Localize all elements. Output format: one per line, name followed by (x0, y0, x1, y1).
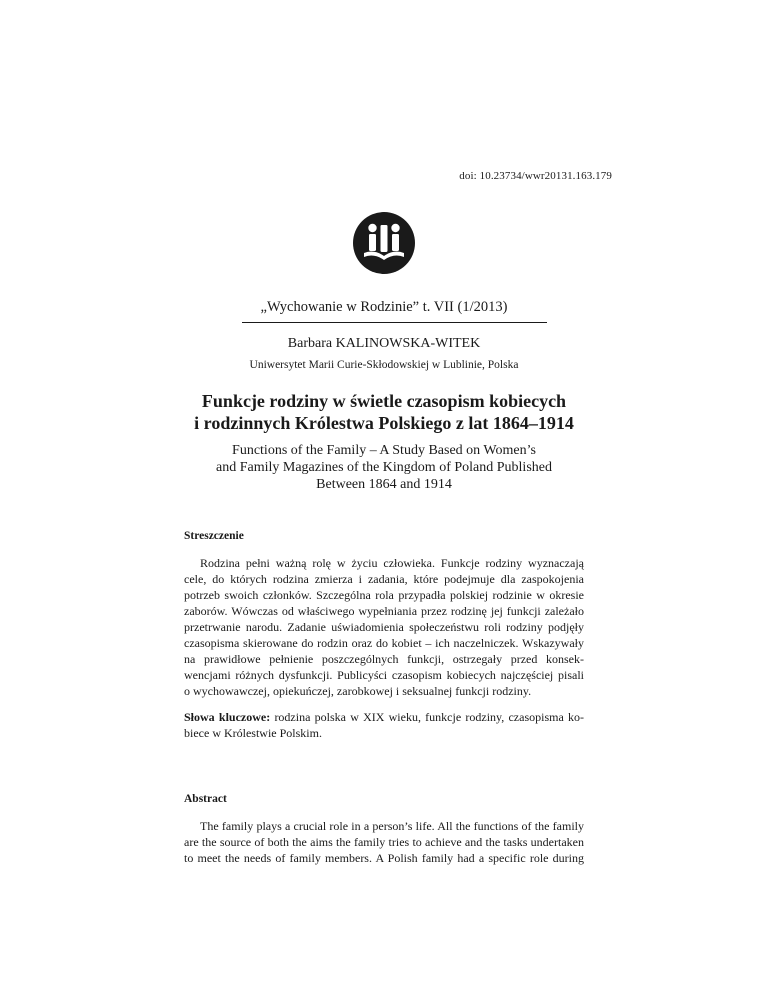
text-line: wencjami różnych dysfunkcji. Publicyści czasopism kobiecych najczęściej pisali (184, 668, 584, 682)
author-affiliation: Uniwersytet Marii Curie-Skłodowskiej w Lublinie, Polska (249, 359, 519, 371)
streszczenie-body (184, 555, 584, 699)
author-name: Barbara KALINOWSKA-WITEK (287, 336, 481, 351)
abstract-heading: Abstract (184, 793, 227, 805)
text-line: potrzeb swoich członków. Szczególna rola przypadła polskiej rodzinie w okresie (184, 588, 584, 602)
title-line: Funkcje rodziny w świetle czasopism kobiecych (201, 391, 567, 411)
journal-citation: „Wychowanie w Rodzinie” t. VII (1/2013) (260, 299, 508, 315)
keywords (184, 709, 584, 741)
title-line: i rodzinnych Królestwa Polskiego z lat 1864–1914 (194, 413, 574, 433)
text-line: Rodzina pełni ważną rolę w życiu człowieka. Funkcje rodziny wyznaczają (200, 556, 584, 570)
paper-title (150, 390, 618, 434)
text-line: przetrwanie narodu. Zadanie uświadomienia społeczeństwu roli rodziny podjęły (184, 620, 584, 634)
keywords-label: Słowa kluczowe: (184, 710, 271, 724)
text-line: cele, do których rodzina zmierza i zadania, które podejmuje dla zaspokojenia (184, 572, 584, 586)
text-line: to meet the needs of family members. A Polish family had a specific role during (184, 851, 584, 865)
text-line: o wychowawczej, opiekuńczej, zarobkowej i seksualnej funkcji rodziny. (184, 684, 532, 698)
abstract-body (184, 818, 584, 866)
paper-subtitle-english (150, 442, 618, 493)
streszczenie-heading: Streszczenie (184, 530, 244, 542)
divider (242, 322, 547, 323)
subtitle-line: Between 1864 and 1914 (316, 477, 452, 492)
text-line: The family plays a crucial role in a person’s life. All the functions of the family (200, 819, 584, 833)
text-line: are the source of both the aims the family tries to achieve and the tasks undertaken (184, 835, 584, 849)
subtitle-line: and Family Magazines of the Kingdom of Poland Published (216, 460, 552, 475)
keywords-line: Słowa kluczowe: rodzina polska w XIX wieku, funkcje rodziny, czasopisma ko- (184, 710, 584, 724)
text-line: czasopisma skierowane do rodzin oraz do kobiet – ich naczelniczek. Wskazywały (184, 636, 584, 650)
subtitle-line: Functions of the Family – A Study Based on Women’s (232, 443, 536, 458)
open-book-readers-icon (352, 211, 416, 275)
doi-reference: doi: 10.23734/wwr20131.163.179 (459, 170, 612, 182)
text-line: na prawidłowe pełnienie poszczególnych funkcji, ostrzegały przed konsek- (184, 652, 584, 666)
keywords-line: biece w Królestwie Polskim. (184, 726, 322, 740)
text-line: zaborów. Wówczas od właściwego wypełniania przez rodzinę jej funkcji zależało (184, 604, 584, 618)
